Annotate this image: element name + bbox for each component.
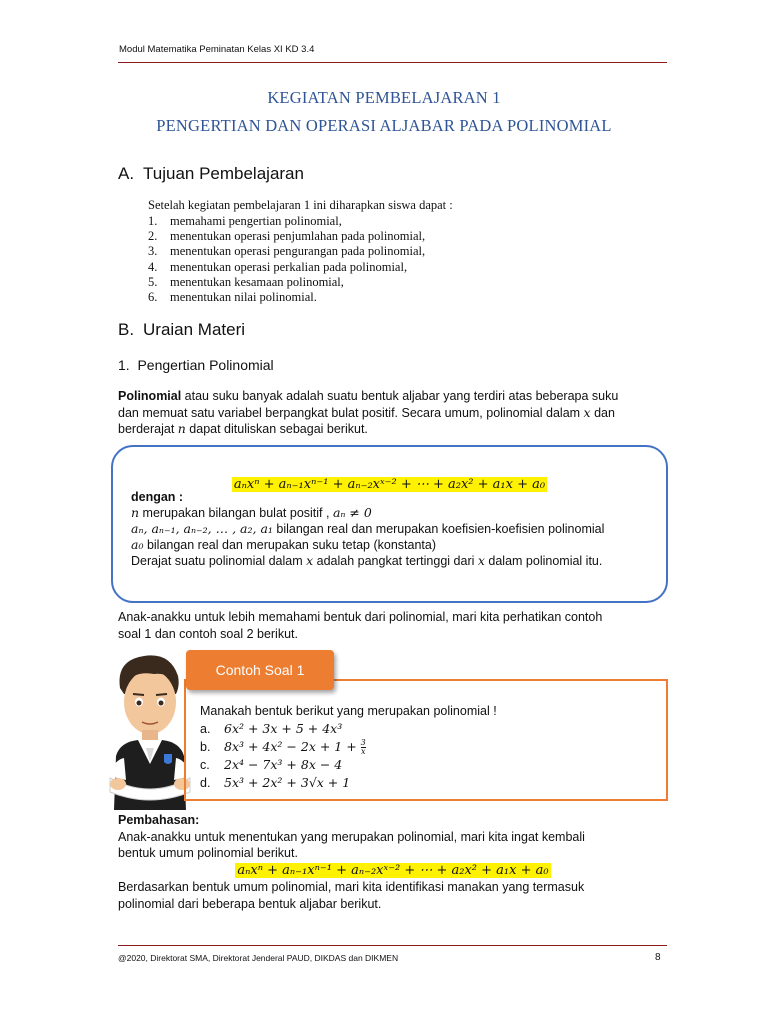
header-divider (118, 62, 667, 63)
list-item (200, 774, 497, 792)
pembahasan-heading: Pembahasan: (118, 813, 200, 827)
list-item (200, 738, 497, 756)
paragraph-text: Anak-anakku untuk lebih memahami bentuk dari polinomial, mari kita perhatikan contoh (118, 610, 603, 624)
list-number: 6. (148, 290, 158, 305)
student-illustration (104, 650, 196, 810)
polynomial-formula: aₙxⁿ + aₙ₋₁xⁿ⁻¹ + aₙ₋₂xˣ⁻² + ⋯ + a₂x² + a₁x + a₀ (237, 862, 549, 878)
section-b-letter: B. (118, 320, 135, 339)
pembahasan-section (118, 812, 668, 912)
dengan-label: dengan : (131, 490, 184, 504)
list-item (200, 720, 497, 738)
paragraph-text: soal 1 dan contoh soal 2 berikut. (118, 626, 298, 641)
goals-list (148, 214, 425, 305)
bold-term: Polinomial (118, 389, 182, 403)
subsection-title: Pengertian Polinomial (137, 357, 274, 373)
list-text: menentukan operasi pengurangan pada polinomial, (170, 244, 426, 259)
fraction-numerator: 3 (360, 738, 366, 748)
example-badge: Contoh Soal 1 (186, 650, 334, 690)
option-label: b. (200, 740, 211, 754)
option-expression: 2x⁴ − 7x³ + 8x − 4 (224, 757, 343, 772)
paragraph-text: bentuk umum polinomial berikut. (118, 846, 298, 860)
math-variable: x (477, 553, 485, 568)
fraction (361, 739, 366, 756)
example-question: Manakah bentuk berikut yang merupakan polinomial ! (200, 704, 497, 718)
polynomial-formula: aₙxⁿ + aₙ₋₁xⁿ⁻¹ + aₙ₋₂xˣ⁻² + ⋯ + a₂x² + a₁x + a₀ (233, 477, 546, 492)
example-content (200, 702, 497, 792)
footer-credit: @2020, Direktorat SMA, Direktorat Jenderal PAUD, DIKDAS dan DIKMEN (118, 953, 399, 963)
math-variable: n (131, 505, 140, 520)
fraction-denominator: x (360, 747, 366, 757)
math-expression: aₙ ≠ 0 (332, 505, 372, 520)
option-expression: 6x² + 3x + 5 + 4x³ (224, 721, 343, 736)
list-item (148, 214, 425, 229)
section-a-letter: A. (118, 164, 135, 183)
definition-line: bilangan real dan merupakan koefisien-koefisien polinomial (272, 522, 605, 536)
definition-line: merupakan bilangan bulat positif , (139, 506, 333, 520)
subsection-heading (118, 357, 274, 373)
list-number: 3. (148, 244, 158, 259)
footer-divider (118, 945, 667, 946)
list-text: memahami pengertian polinomial, (170, 214, 342, 228)
math-variable: n (177, 421, 186, 436)
definition-box (111, 445, 668, 603)
definition-line: bilangan real dan merupakan suku tetap (konstanta) (143, 538, 437, 552)
paragraph-text: Anak-anakku untuk menentukan yang merupakan polinomial, mari kita ingat kembali (118, 829, 585, 844)
list-text: menentukan operasi penjumlahan pada polinomial, (170, 229, 426, 244)
list-number: 2. (148, 229, 158, 244)
paragraph-text: atau suku banyak adalah suatu bentuk aljabar yang terdiri atas beberapa suku (181, 389, 619, 403)
math-variable: x (306, 553, 314, 568)
list-item (148, 275, 425, 290)
transition-paragraph (118, 609, 668, 642)
option-expression: 8x³ + 4x² − 2x + 1 + (224, 739, 361, 754)
section-b-heading (118, 320, 245, 340)
section-b-title: Uraian Materi (143, 320, 246, 339)
list-item (148, 244, 425, 259)
chapter-subtitle: PENGERTIAN DAN OPERASI ALJABAR PADA POLINOMIAL (156, 116, 612, 135)
subsection-number: 1. (118, 357, 130, 373)
definition-line: dalam polinomial itu. (484, 554, 603, 568)
list-item (200, 756, 497, 774)
paragraph-text: dan (590, 405, 615, 420)
definition-line: Derajat suatu polinomial dalam (131, 554, 307, 568)
definition-text (131, 489, 604, 569)
list-text: menentukan operasi perkalian pada polinomial, (170, 259, 408, 274)
paragraph-text: dan memuat satu variabel berpangkat bulat positif. Secara umum, polinomial dalam (118, 405, 584, 420)
option-expression: 5x³ + 2x² + 3√x + 1 (224, 775, 351, 790)
paragraph-text: polinomial dari beberapa bentuk aljabar berikut. (118, 896, 382, 911)
list-number: 4. (148, 259, 158, 274)
chapter-title: KEGIATAN PEMBELAJARAN 1 (267, 88, 501, 107)
option-label: a. (200, 722, 211, 736)
math-variable: x (583, 404, 591, 420)
list-text: menentukan nilai polinomial. (170, 290, 317, 305)
intro-paragraph (118, 388, 668, 438)
paragraph-text: dapat dituliskan sebagai berikut. (185, 422, 368, 436)
option-label: d. (200, 776, 211, 790)
paragraph-text: berderajat (118, 422, 178, 436)
section-a-title: Tujuan Pembelajaran (143, 164, 304, 183)
math-expression: aₙ, aₙ₋₁, aₙ₋₂, … , a₂, a₁ (131, 521, 273, 536)
list-item (148, 290, 425, 305)
page-number: 8 (655, 952, 661, 963)
list-number: 1. (148, 214, 158, 228)
running-header: Modul Matematika Peminatan Kelas XI KD 3.4 (119, 44, 315, 55)
list-text: menentukan kesamaan polinomial, (170, 274, 344, 289)
math-expression: a₀ (131, 537, 144, 552)
list-item (148, 229, 425, 244)
definition-line: adalah pangkat tertinggi dari (313, 554, 478, 568)
paragraph-text: Berdasarkan bentuk umum polinomial, mari kita identifikasi manakan yang termasuk (118, 880, 585, 894)
option-label: c. (200, 758, 210, 772)
list-item (148, 260, 425, 275)
goals-intro: Setelah kegiatan pembelajaran 1 ini diharapkan siswa dapat : (148, 198, 453, 212)
section-a-heading (118, 164, 304, 184)
list-number: 5. (148, 274, 158, 289)
